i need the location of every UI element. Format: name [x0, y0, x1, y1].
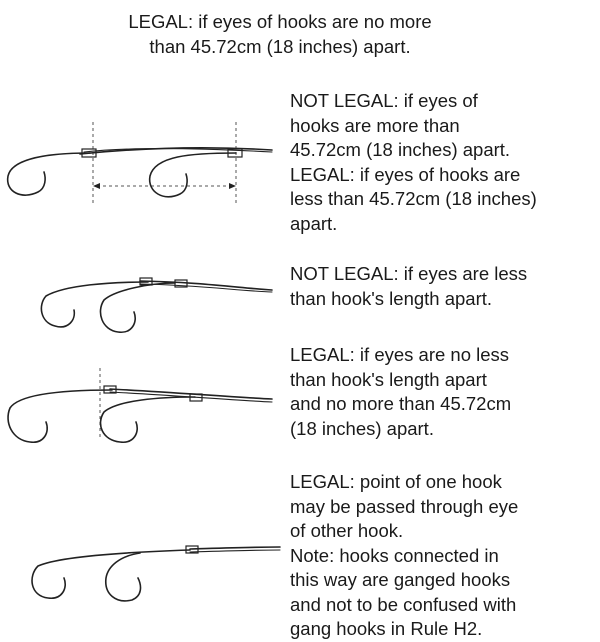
leader-line	[140, 281, 272, 290]
hook-left	[32, 550, 190, 598]
caption-spaced: NOT LEGAL: if eyes of hooks are more than 45.72cm (18 inches) apart. LEGAL: if eyes of hooks are less than 45.72cm (18 inches) apart.	[290, 90, 537, 234]
header-text: LEGAL: if eyes of hooks are no more than 45.72cm (18 inches) apart.	[128, 11, 432, 57]
leader-line	[190, 547, 280, 549]
arrow-right-icon	[229, 183, 236, 189]
hook-left	[8, 390, 112, 442]
diagram-hooks-close	[41, 278, 272, 332]
hook-right	[100, 283, 175, 332]
arrow-left-icon	[93, 183, 100, 189]
hook-right	[150, 153, 236, 197]
hook-left	[8, 153, 90, 195]
hook-right	[106, 553, 141, 601]
hook-right	[101, 397, 195, 442]
caption-close: NOT LEGAL: if eyes are less than hook's length apart.	[290, 263, 528, 309]
leader-line-2	[190, 550, 280, 552]
diagram-hooks-spaced	[8, 122, 272, 205]
diagram-hooks-hook-length	[8, 368, 272, 442]
diagram-ganged-hooks	[32, 546, 280, 601]
caption-ganged: LEGAL: point of one hook may be passed through eye of other hook. Note: hooks connected in this way are ganged hooks and not to be confused with gang hooks in Rule H2.	[290, 471, 519, 639]
caption-hook-length: LEGAL: if eyes are no less than hook's length apart and no more than 45.72cm (18 inches) apart.	[290, 344, 512, 439]
